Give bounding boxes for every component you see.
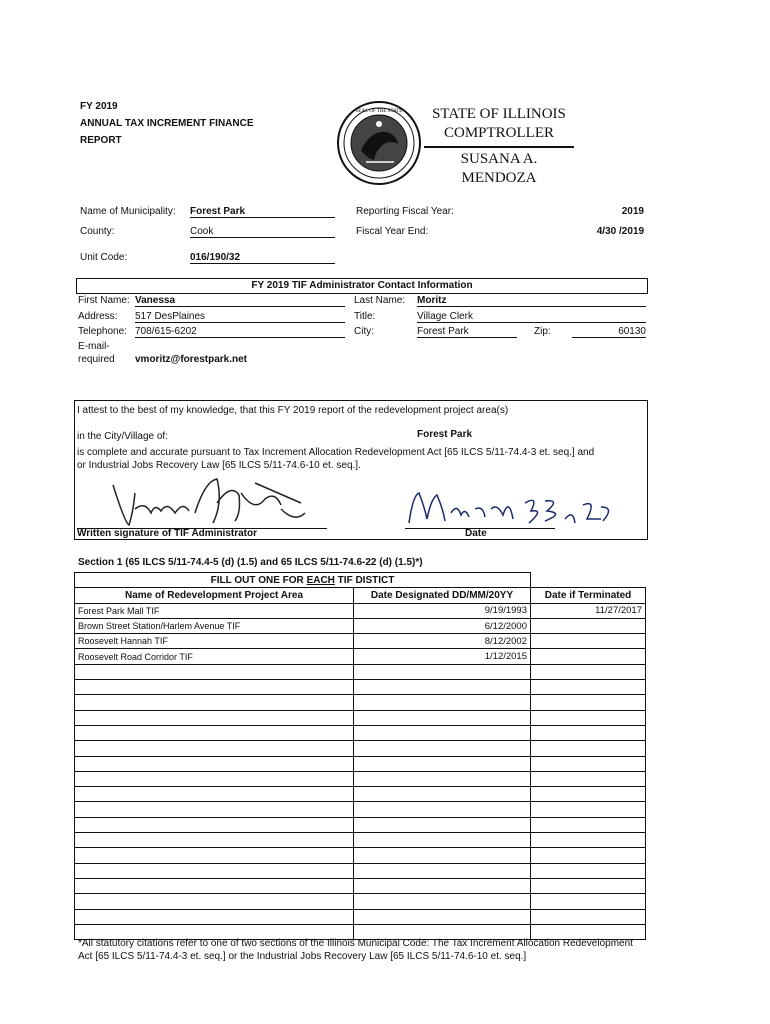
empty-cell (354, 725, 531, 740)
empty-cell (531, 833, 646, 848)
comptroller-name: SUSANA A. MENDOZA (460, 151, 538, 186)
table-row-empty (75, 741, 646, 756)
email-value: vmoritz@forestpark.net (135, 354, 247, 365)
empty-cell (75, 833, 354, 848)
empty-cell (75, 710, 354, 725)
signature-label: Written signature of TIF Administrator (77, 528, 258, 539)
table-row-empty (75, 756, 646, 771)
office-name: COMPTROLLER (443, 125, 554, 141)
empty-cell (75, 863, 354, 878)
last-name-label: Last Name: (354, 295, 406, 306)
email-label-line2: required (78, 354, 115, 365)
empty-cell (354, 802, 531, 817)
fiscal-year-end-label: Fiscal Year End: (356, 226, 429, 237)
date-terminated (531, 649, 646, 664)
empty-cell (354, 894, 531, 909)
empty-cell (531, 894, 646, 909)
tif-table-body (75, 603, 646, 940)
table-row-empty (75, 787, 646, 802)
zip-value: 60130 (572, 326, 646, 338)
empty-cell (75, 741, 354, 756)
empty-cell (531, 863, 646, 878)
date-designated: 9/19/1993 (354, 603, 531, 618)
fill-out-banner (75, 573, 531, 588)
state-name: STATE OF ILLINOIS (432, 106, 566, 122)
telephone-value: 708/615-6202 (135, 326, 345, 338)
empty-cell (531, 680, 646, 695)
date-designated: 1/12/2015 (354, 649, 531, 664)
empty-cell (75, 787, 354, 802)
empty-cell (531, 695, 646, 710)
municipality-label: Name of Municipality: (80, 206, 176, 217)
address-label: Address: (78, 311, 118, 322)
empty-cell (75, 909, 354, 924)
date-terminated (531, 618, 646, 633)
attestation-box (74, 400, 648, 540)
empty-cell (75, 725, 354, 740)
footnote: *All statutory citations refer to one of two sections of the Illinois Municipal Code: The Tax Increment Allocation Redevelopment Act [65 ILCS 5/11-74.4-3 et. seq.] or the Industrial Jobs Recovery Law [65 ILCS 5/11-74.6-10 et. seq.] (78, 938, 633, 962)
unit-code-value: 016/190/32 (190, 252, 335, 264)
empty-cell (354, 664, 531, 679)
fiscal-year-value: 2019 (621, 206, 644, 217)
empty-cell (354, 787, 531, 802)
date-designated: 8/12/2002 (354, 634, 531, 649)
fill-out-text-pre: FILL OUT ONE FOR (210, 574, 307, 586)
first-name-value: Vanessa (135, 295, 345, 307)
fill-out-text-post: TIF DISTICT (334, 574, 395, 586)
section-heading: Section 1 (65 ILCS 5/11-74.4-5 (d) (1.5) and 65 ILCS 5/11-74.6-22 (d) (1.5)*) (78, 557, 423, 568)
table-row (75, 603, 646, 618)
table-row-empty (75, 695, 646, 710)
fiscal-year-end-value: 4/30 /2019 (596, 226, 644, 237)
table-row-empty (75, 664, 646, 679)
empty-cell (531, 787, 646, 802)
divider (424, 146, 574, 148)
title-value: Village Clerk (417, 311, 646, 323)
report-title-line2: REPORT (80, 135, 122, 146)
empty-cell (75, 817, 354, 832)
telephone-label: Telephone: (78, 326, 127, 337)
empty-cell (354, 848, 531, 863)
contact-section-title: FY 2019 TIF Administrator Contact Information (76, 278, 648, 294)
date-label: Date (465, 528, 487, 539)
last-name-value: Moritz (417, 295, 646, 307)
empty-cell (354, 695, 531, 710)
empty-cell (531, 848, 646, 863)
fiscal-year-label: Reporting Fiscal Year: (356, 206, 454, 217)
empty-cell (75, 802, 354, 817)
empty-cell (354, 741, 531, 756)
empty-cell (75, 664, 354, 679)
first-name-label: First Name: (78, 295, 130, 306)
report-header (80, 98, 254, 149)
municipality-value: Forest Park (190, 206, 335, 218)
empty-cell (75, 680, 354, 695)
project-area-name: Roosevelt Road Corridor TIF (75, 649, 354, 664)
empty-cell (354, 863, 531, 878)
empty-cell (75, 894, 354, 909)
table-row-empty (75, 833, 646, 848)
county-value: Cook (190, 226, 335, 238)
empty-cell (531, 741, 646, 756)
table-row-empty (75, 909, 646, 924)
empty-cell (531, 710, 646, 725)
county-label: County: (80, 226, 115, 237)
banner-spacer (531, 573, 646, 588)
empty-cell (354, 909, 531, 924)
empty-cell (531, 802, 646, 817)
date-handwriting-icon (405, 489, 615, 527)
empty-cell (75, 756, 354, 771)
col-header-designated: Date Designated DD/MM/20YY (354, 588, 531, 603)
zip-label: Zip: (534, 326, 551, 337)
empty-cell (354, 878, 531, 893)
table-row (75, 618, 646, 633)
col-header-terminated: Date if Terminated (531, 588, 646, 603)
project-area-name: Brown Street Station/Harlem Avenue TIF (75, 618, 354, 633)
table-row-empty (75, 817, 646, 832)
empty-cell (531, 878, 646, 893)
empty-cell (75, 771, 354, 786)
table-row (75, 649, 646, 664)
table-row-empty (75, 680, 646, 695)
empty-cell (531, 909, 646, 924)
empty-cell (531, 771, 646, 786)
state-seal-icon (336, 100, 422, 186)
date-terminated (531, 634, 646, 649)
table-row-empty (75, 878, 646, 893)
date-terminated: 11/27/2017 (531, 603, 646, 618)
attest-line3: is complete and accurate pursuant to Tax Increment Allocation Redevelopment Act [65 ILCS 5/11-74.4-3 et. seq.] and (77, 447, 595, 458)
tif-district-table (74, 572, 646, 940)
report-year: FY 2019 (80, 101, 118, 112)
city-value: Forest Park (417, 326, 517, 338)
city-label: City: (354, 326, 374, 337)
empty-cell (531, 664, 646, 679)
empty-cell (354, 817, 531, 832)
email-label-line1: E-mail- (78, 341, 110, 352)
comptroller-block (424, 105, 574, 188)
table-row (75, 634, 646, 649)
table-row-empty (75, 802, 646, 817)
table-row-empty (75, 863, 646, 878)
empty-cell (354, 710, 531, 725)
empty-cell (531, 817, 646, 832)
empty-cell (531, 725, 646, 740)
address-value: 517 DesPlaines (135, 311, 345, 323)
empty-cell (354, 680, 531, 695)
signature-handwriting-icon (105, 473, 315, 529)
empty-cell (354, 756, 531, 771)
table-row-empty (75, 725, 646, 740)
table-row-empty (75, 848, 646, 863)
empty-cell (354, 771, 531, 786)
attest-city-value: Forest Park (417, 429, 473, 440)
empty-cell (531, 756, 646, 771)
empty-cell (354, 833, 531, 848)
table-row-empty (75, 771, 646, 786)
attest-city-label: in the City/Village of: (77, 431, 168, 442)
attest-line4: or Industrial Jobs Recovery Law [65 ILCS 5/11-74.6-10 et. seq.]. (77, 460, 361, 471)
attest-line1: I attest to the best of my knowledge, that this FY 2019 report of the redevelopment project area(s) (77, 405, 509, 416)
project-area-name: Forest Park Mall TIF (75, 603, 354, 618)
report-title-line1: ANNUAL TAX INCREMENT FINANCE (80, 118, 254, 129)
title-label: Title: (354, 311, 376, 322)
svg-text:SEAL OF THE STATE: SEAL OF THE STATE (355, 109, 403, 114)
fill-out-text-each: EACH (306, 574, 335, 586)
table-row-empty (75, 894, 646, 909)
col-header-name: Name of Redevelopment Project Area (75, 588, 354, 603)
empty-cell (75, 848, 354, 863)
unit-code-label: Unit Code: (80, 252, 128, 263)
empty-cell (75, 878, 354, 893)
empty-cell (75, 695, 354, 710)
project-area-name: Roosevelt Hannah TIF (75, 634, 354, 649)
table-row-empty (75, 710, 646, 725)
date-designated: 6/12/2000 (354, 618, 531, 633)
